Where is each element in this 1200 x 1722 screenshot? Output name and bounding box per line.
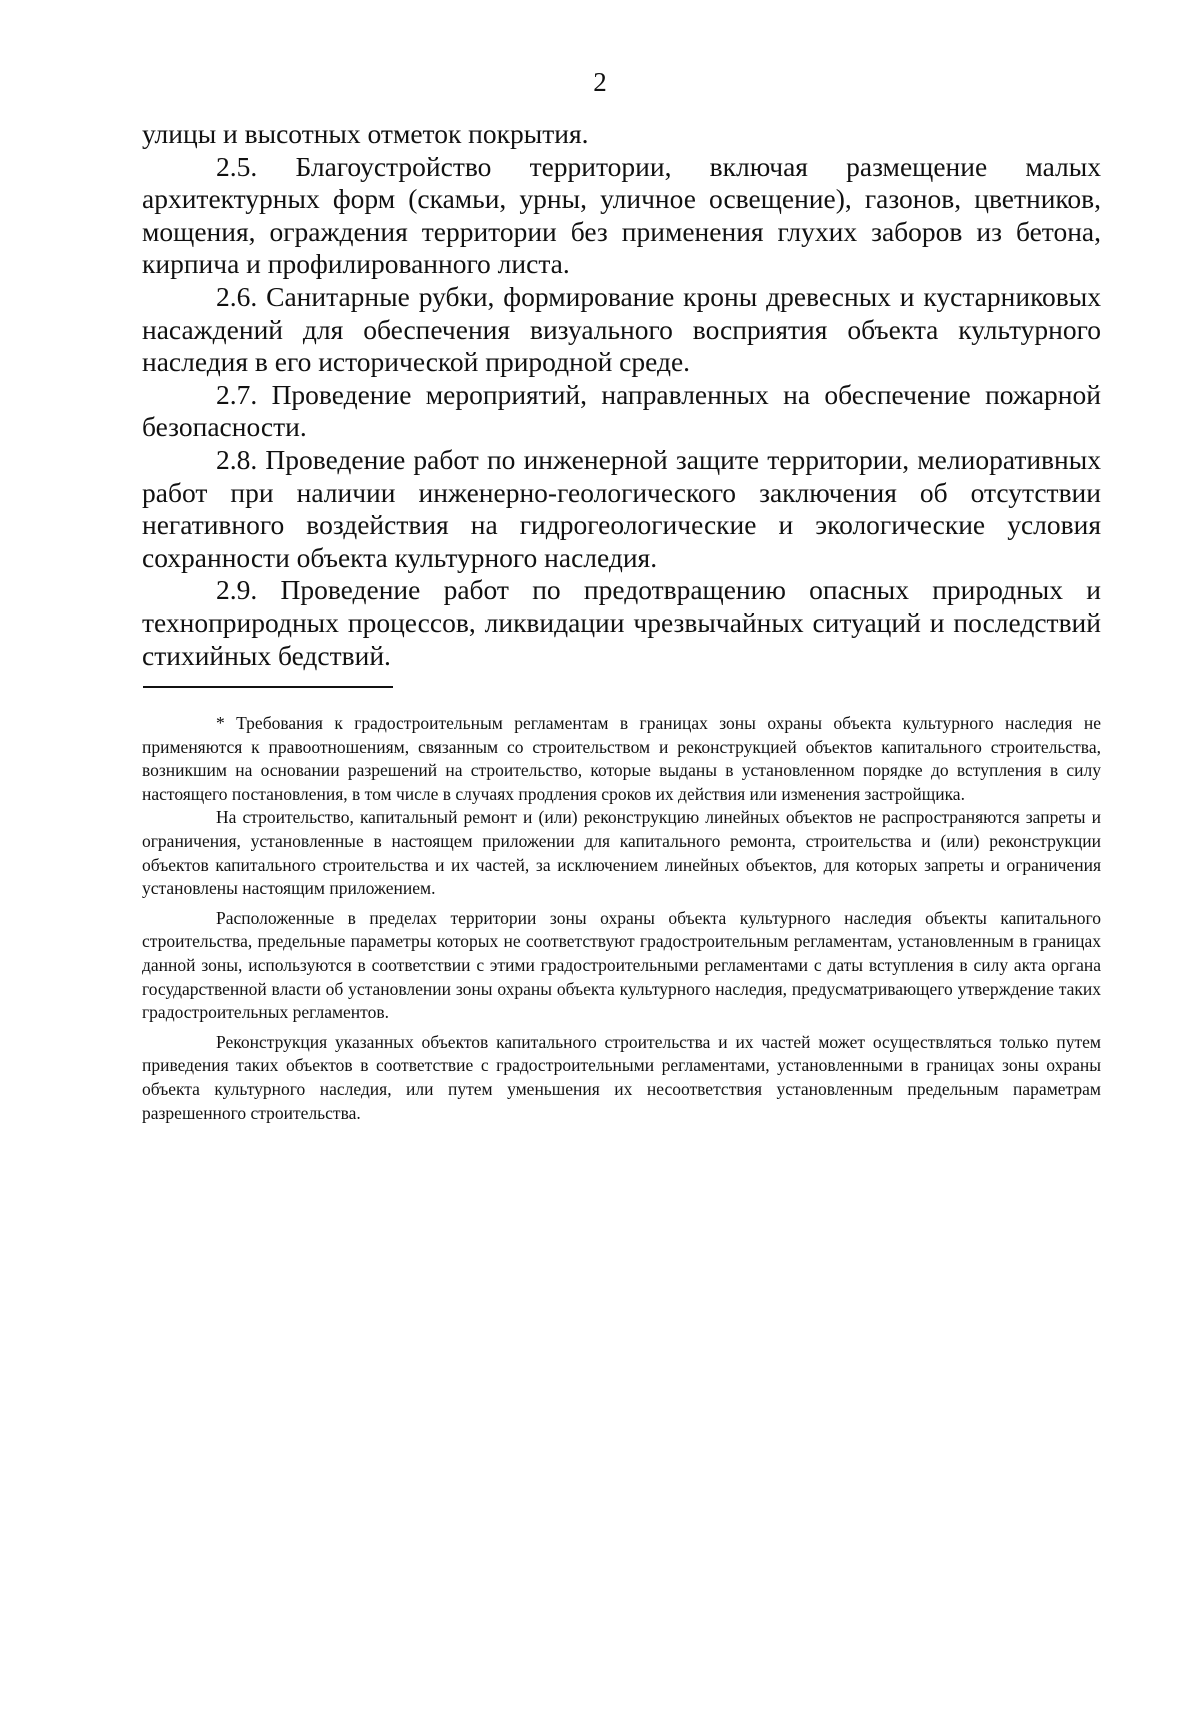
paragraph-continuation: улицы и высотных отметок покрытия. <box>142 118 589 149</box>
footnote-separator <box>143 686 393 688</box>
footnote-linear-objects: На строительство, капитальный ремонт и (или) реконструкцию линейных объектов не распространяются запреты и ограничения, установленные в настоящем приложении для капитального ремонта, строительства и (или) реконструкции объектов капитального строительства и их частей, за исключением линейных объектов, для которых запреты и ограничения установлены настоящим приложением. <box>142 807 1101 899</box>
footnote-requirements: * Требования к градостроительным регламентам в границах зоны охраны объекта культурного наследия не применяются к правоотношениям, связанным со строительством и реконструкцией объектов капитального строительства, возникшим на основании разрешений на строительство, которые выданы в установленном порядке до вступления в силу настоящего постановления, в том числе в случаях продления сроков их действия или изменения застройщика. <box>142 713 1101 804</box>
paragraph-2-8: 2.8. Проведение работ по инженерной защите территории, мелиоративных работ при наличии инженерно-геологического заключения об отсутствии негативного воздействия на гидрогеологические и экологические условия сохранности объекта культурного наследия. <box>142 443 1101 573</box>
page-number: 2 <box>593 67 607 97</box>
footnote-existing-objects: Расположенные в пределах территории зоны охраны объекта культурного наследия объекты капитального строительства, предельные параметры которых не соответствуют градостроительным регламентам, установленным в границах данной зоны, используются в соответствии с этими градостроительными регламентами с даты вступления в силу акта органа государственной власти об установлении зоны охраны объекта культурного наследия, предусматривающего утверждение таких градостроительных регламентов. <box>142 907 1101 1023</box>
footnote-reconstruction: Реконструкция указанных объектов капитального строительства и их частей может осуществляться только путем приведения таких объектов в соответствие с градостроительными регламентами, установленными в границах зоны охраны объекта культурного наследия, или путем уменьшения их несоответствия установленным предельным параметрам разрешенного строительства. <box>142 1031 1101 1123</box>
paragraph-2-9: 2.9. Проведение работ по предотвращению опасных природных и техноприродных процессов, ликвидации чрезвычайных ситуаций и последствий стихийных бедствий. <box>142 574 1101 671</box>
main-text <box>142 118 1101 672</box>
paragraph-2-6: 2.6. Санитарные рубки, формирование кроны древесных и кустарниковых насаждений для обеспечения визуального восприятия объекта культурного наследия в его исторической природной среде. <box>142 280 1101 378</box>
paragraph-2-5: 2.5. Благоустройство территории, включая размещение малых архитектурных форм (скамьи, урны, уличное освещение), газонов, цветников, мощения, ограждения территории без применения глухих заборов из бетона, кирпича и профилированного листа. <box>142 150 1101 280</box>
paragraph-2-7: 2.7. Проведение мероприятий, направленных на обеспечение пожарной безопасности. <box>142 378 1101 443</box>
footnotes <box>142 712 1101 1125</box>
